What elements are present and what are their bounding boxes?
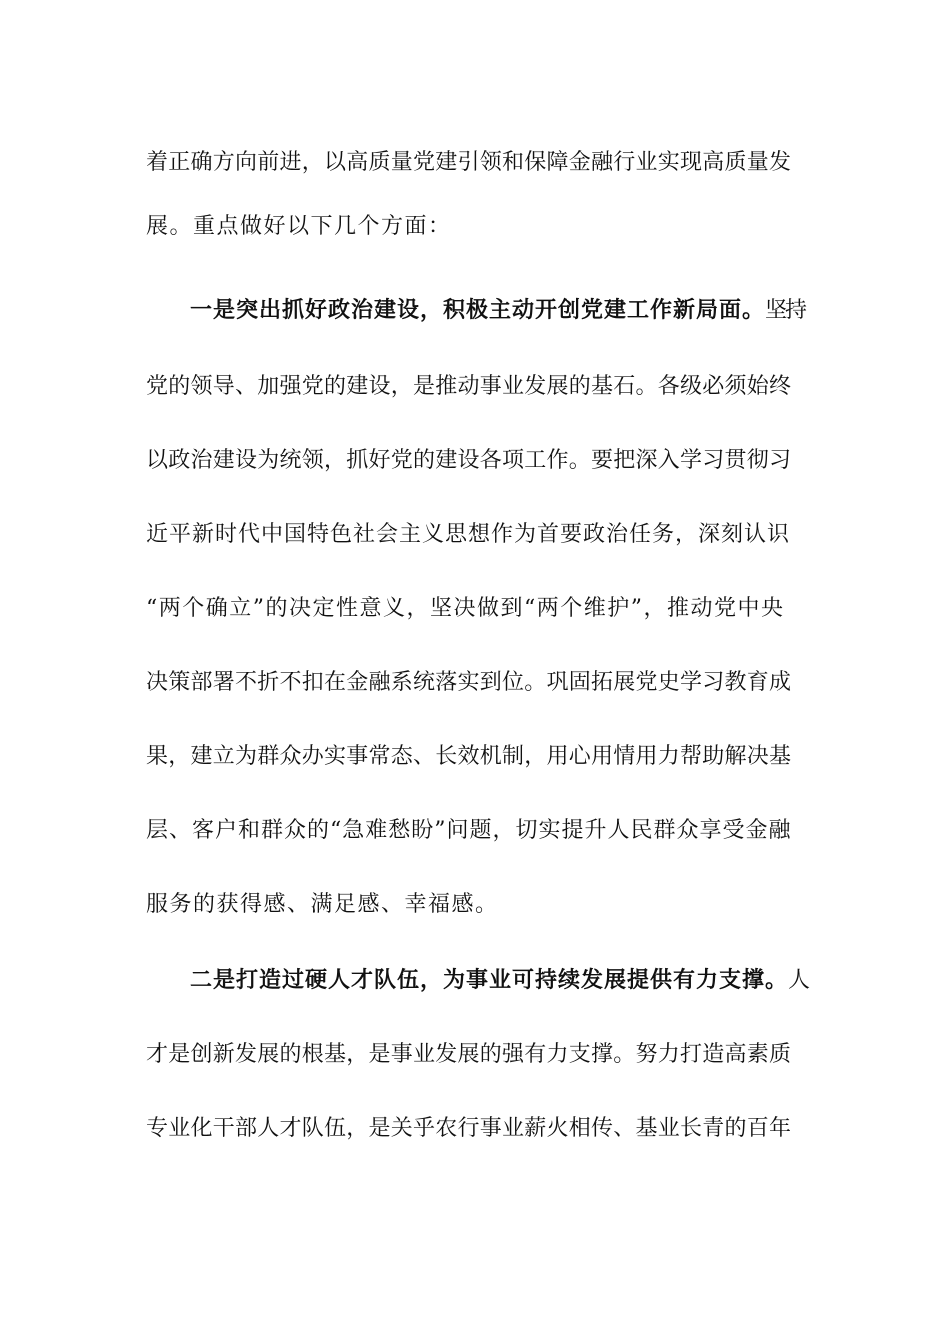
paragraph-one-line-6: 决策部署不折不扣在金融系统落实到位。巩固拓展党史学习教育成 [146,670,792,695]
paragraph-one-line-9: 服务的获得感、满足感、幸福感。 [146,892,499,917]
paragraph-two-heading: 二是打造过硬人才队伍，为事业可持续发展提供有力支撑。 [190,968,789,993]
paragraph-one-first-line-rest: 坚持 [765,298,806,323]
paragraph-one-line-7: 果，建立为群众办实事常态、长效机制，用心用情用力帮助解决基 [146,744,792,769]
paragraph-one-line-3: 以政治建设为统领，抓好党的建设各项工作。要把深入学习贯彻习 [146,448,792,473]
intro-line-1: 着正确方向前进，以高质量党建引领和保障金融行业实现高质量发 [146,150,792,175]
paragraph-one-line-8: 层、客户和群众的“急难愁盼”问题，切实提升人民群众享受金融 [146,818,792,843]
paragraph-one-heading: 一是突出抓好政治建设，积极主动开创党建工作新局面。 [190,298,766,323]
paragraph-two-line-2: 才是创新发展的根基，是事业发展的强有力支撑。努力打造高素质 [146,1042,792,1067]
paragraph-one-line-2: 党的领导、加强党的建设，是推动事业发展的基石。各级必须始终 [146,374,792,399]
paragraph-one-line-4: 近平新时代中国特色社会主义思想作为首要政治任务，深刻认识 [146,522,791,547]
paragraph-two-line-3: 专业化干部人才队伍，是关乎农行事业薪火相传、基业长青的百年 [146,1116,792,1141]
paragraph-one-first-line [190,296,806,326]
paragraph-one-line-5: “两个确立”的决定性意义，坚决做到“两个维护”，推动党中央 [146,596,785,621]
intro-line-2: 展。重点做好以下几个方面： [146,214,452,239]
paragraph-two-first-line-rest: 人 [788,968,809,993]
paragraph-two-first-line [190,966,809,996]
